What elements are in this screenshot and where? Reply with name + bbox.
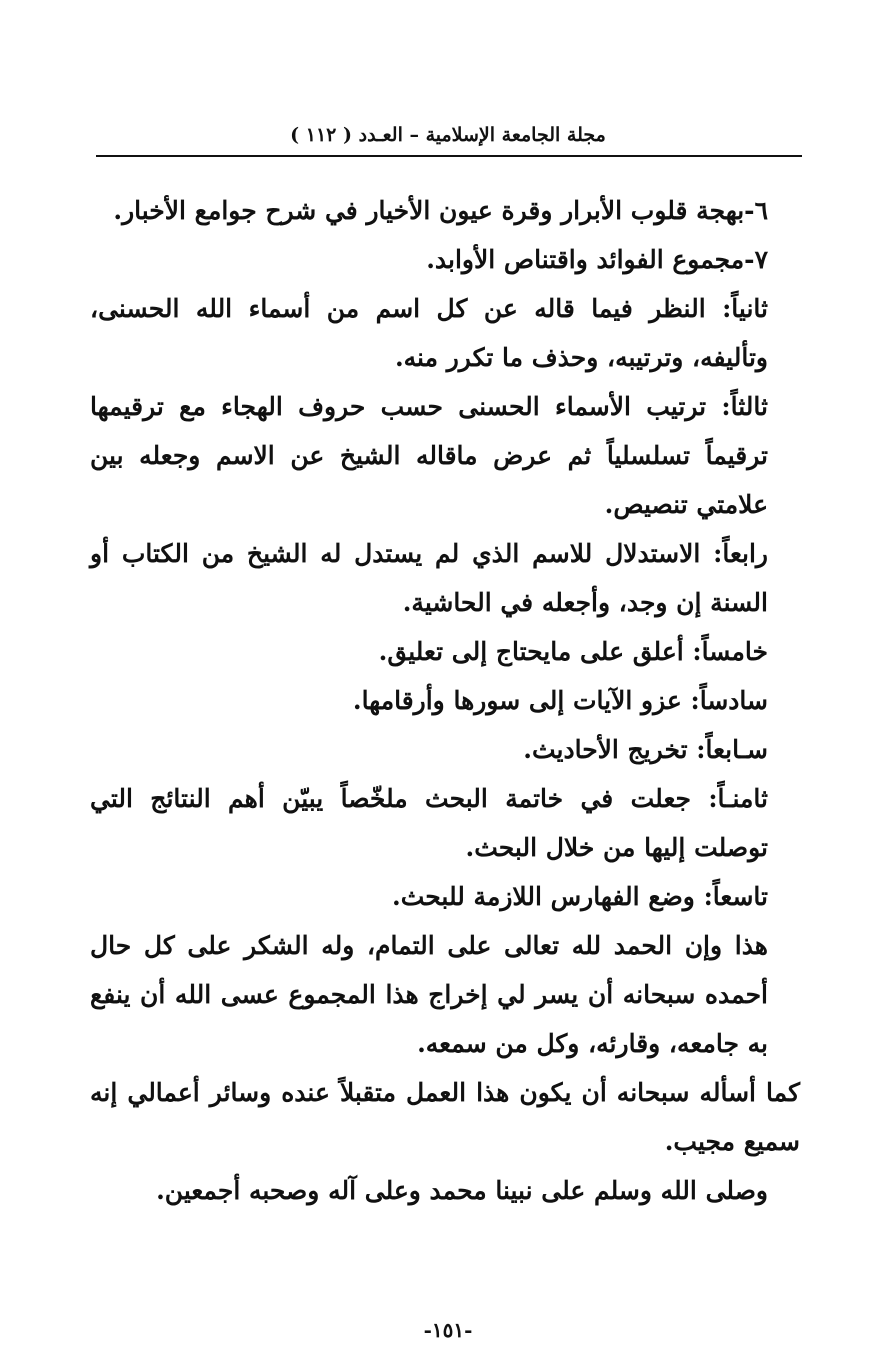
paragraph-prayer: كما أسأله سبحانه أن يكون هذا العمل متقبلاً عنده وسائر أعمالي إنه سميع مجيب. — [90, 1078, 800, 1156]
paragraph-sixth: سادساً: عزو الآيات إلى سورها وأرقامها. — [352, 686, 768, 715]
page-number: -١٥١- — [423, 1318, 473, 1342]
paragraph-fourth: رابعاً: الاستدلال للاسم الذي لم يستدل له الشيخ من الكتاب أو السنة إن وجد، وأجعله في الحاشية. — [90, 539, 768, 617]
header-rule — [96, 155, 802, 157]
running-header: مجلة الجامعة الإسلامية – العـدد ( ١١٢ ) — [290, 124, 606, 146]
body-text — [90, 186, 800, 1215]
paragraph-eighth: ثامنـاً: جعلت في خاتمة البحث ملخّصاً يبيّن أهم النتائج التي توصلت إليها من خلال البحث. — [90, 784, 768, 862]
paragraph-third: ثالثاً: ترتيب الأسماء الحسنى حسب حروف الهجاء مع ترقيمها ترقيماً تسلسلياً ثم عرض ماقاله الشيخ عن الاسم وجعله بين علامتي تنصيص. — [90, 392, 768, 519]
list-item-7: ٧-مجموع الفوائد واقتناص الأوابد. — [426, 245, 768, 274]
paragraph-closing: هذا وإن الحمد لله تعالى على التمام، وله الشكر على كل حال أحمده سبحانه أن يسر لي إخراج هذا المجموع عسى الله أن ينفع به جامعه، وقارئه، وكل من سمعه. — [90, 931, 768, 1058]
paragraph-salutation: وصلى الله وسلم على نبينا محمد وعلى آله وصحبه أجمعين. — [156, 1176, 768, 1205]
paragraph-seventh: سـابعاً: تخريج الأحاديث. — [523, 735, 768, 764]
paragraph-ninth: تاسعاً: وضع الفهارس اللازمة للبحث. — [392, 882, 768, 911]
list-item-6: ٦-بهجة قلوب الأبرار وقرة عيون الأخيار في شرح جوامع الأخبار. — [113, 196, 768, 225]
paragraph-fifth: خامساً: أعلق على مايحتاج إلى تعليق. — [378, 637, 768, 666]
paragraph-second: ثانياً: النظر فيما قاله عن كل اسم من أسماء الله الحسنى، وتأليفه، وترتيبه، وحذف ما تكرر منه. — [90, 294, 768, 372]
